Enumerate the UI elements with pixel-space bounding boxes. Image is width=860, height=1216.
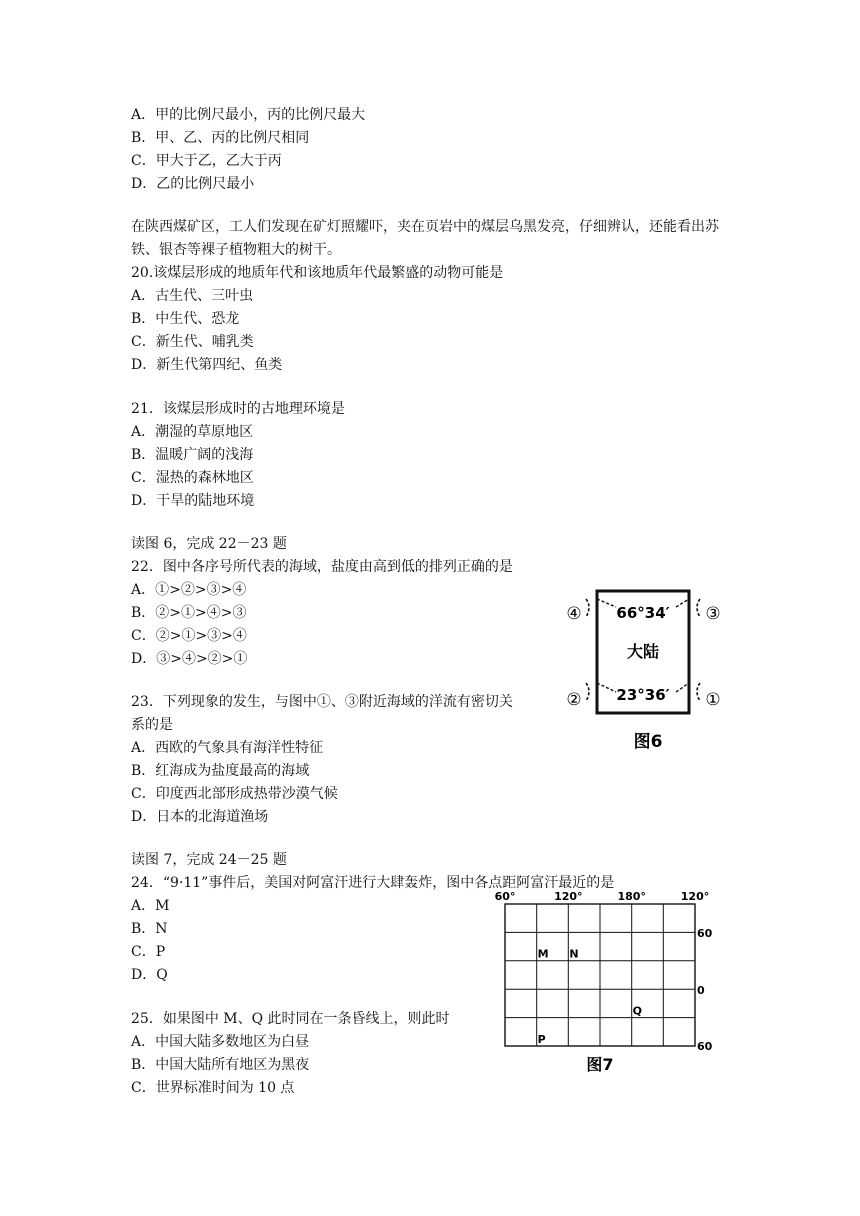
map-point-n: N [569, 947, 579, 961]
q23-question-line1: 23．下列现象的发生，与图中①、③附近海域的洋流有密切关 [131, 694, 513, 710]
q20-option-a: A．古生代、三叶虫 [131, 288, 254, 304]
q25-question: 25．如果图中 M、Q 此时同在一条昏线上，则此时 [131, 1011, 450, 1027]
q25-option-b: B．中国大陆所有地区为黑夜 [131, 1057, 310, 1073]
q19-option-a: A．甲的比例尺最小，丙的比例尺最大 [131, 107, 366, 123]
marker-3: ③ [705, 604, 721, 624]
q25-option-a: A．中国大陆多数地区为白昼 [131, 1034, 310, 1050]
map-point-m: M [537, 947, 549, 961]
lon-label-180: 180° [617, 890, 646, 903]
q23-option-b: B．红海成为盐度最高的海域 [131, 763, 310, 779]
q21-option-d: D．干旱的陆地环境 [131, 493, 255, 509]
figure-6 [560, 585, 740, 760]
q23-option-c: C．印度西北部形成热带沙漠气候 [131, 786, 338, 802]
q24-option-c: C．P [131, 944, 166, 960]
q24-option-b: B．N [131, 921, 168, 937]
q20-question: 20.该煤层形成的地质年代和该地质年代最繁盛的动物可能是 [131, 265, 504, 281]
q19-option-c: C．甲大于乙，乙大于丙 [131, 153, 282, 169]
lat-dash-top-right [676, 599, 689, 607]
marker-4: ④ [566, 604, 582, 624]
continent-label: 大陆 [626, 642, 660, 661]
q19-option-d: D．乙的比例尺最小 [131, 176, 255, 192]
q23-question-line2: 系的是 [131, 717, 173, 733]
q24-option-d: D．Q [131, 967, 168, 983]
lat-dash-bottom-right [676, 683, 689, 692]
q22-question: 22．图中各序号所代表的海域，盐度由高到低的排列正确的是 [131, 559, 513, 575]
lat-dash-top-left [597, 599, 616, 607]
figure-7-caption: 图7 [586, 1055, 614, 1074]
q21-option-a: A．潮湿的草原地区 [131, 424, 254, 440]
lat-label-top: 66°34′ [616, 604, 670, 622]
figure-7 [488, 888, 718, 1078]
lon-label-120w: 120° [680, 890, 710, 903]
q21-question: 21．该煤层形成时的古地理环境是 [131, 401, 345, 417]
q22-option-a: A．①>②>③>④ [131, 582, 247, 598]
arc-top-left [586, 599, 589, 617]
q24-question: 24．“9·11”事件后，美国对阿富汗进行大肆轰炸，图中各点距阿富汗最近的是 [131, 875, 615, 891]
lat-label-60n: 60 [697, 927, 713, 940]
q20-option-d: D．新生代第四纪、鱼类 [131, 357, 283, 373]
q23-option-a: A．西欧的气象具有海洋性特征 [131, 740, 324, 756]
q20-option-c: C．新生代、哺乳类 [131, 334, 254, 350]
fig7-intro: 读图 7，完成 24－25 题 [131, 852, 287, 868]
figure-6-caption: 图6 [633, 732, 663, 752]
q19-option-b: B．甲、乙、丙的比例尺相同 [131, 130, 310, 146]
lon-label-120: 120° [554, 890, 583, 903]
q23-option-d: D．日本的北海道渔场 [131, 809, 269, 825]
q22-option-b: B．②>①>④>③ [131, 605, 247, 621]
q25-option-c: C．世界标准时间为 10 点 [131, 1080, 295, 1096]
marker-1: ① [705, 690, 721, 710]
q24-option-a: A．M [131, 898, 170, 914]
q22-option-d: D．③>④>②>① [131, 651, 248, 667]
coal-passage: 在陕西煤矿区，工人们发现在矿灯照耀吓，夹在页岩中的煤层乌黑发亮，仔细辨认，还能看出苏铁、银杏等裸子植物粗大的树干。 [131, 219, 719, 258]
lat-label-60s: 60 [697, 1040, 713, 1053]
lon-label-60: 60° [494, 890, 516, 903]
q22-option-c: C．②>①>③>④ [131, 628, 247, 644]
arc-bottom-left [586, 683, 589, 701]
lat-dash-bottom-left [597, 683, 616, 692]
marker-2: ② [566, 690, 582, 710]
figure-7-map-grid [488, 888, 718, 1078]
q21-option-b: B．温暖广阔的浅海 [131, 447, 254, 463]
fig6-intro: 读图 6，完成 22－23 题 [131, 536, 287, 552]
lat-label-bottom: 23°36′ [616, 686, 670, 704]
lat-label-0: 0 [697, 984, 705, 997]
q21-option-c: C．湿热的森林地区 [131, 470, 254, 486]
q20-option-b: B．中生代、恐龙 [131, 311, 240, 327]
arc-bottom-right [697, 683, 700, 701]
figure-6-diagram [560, 585, 740, 760]
arc-top-right [697, 599, 700, 617]
map-point-p: P [537, 1032, 546, 1046]
map-point-q: Q [632, 1004, 643, 1018]
